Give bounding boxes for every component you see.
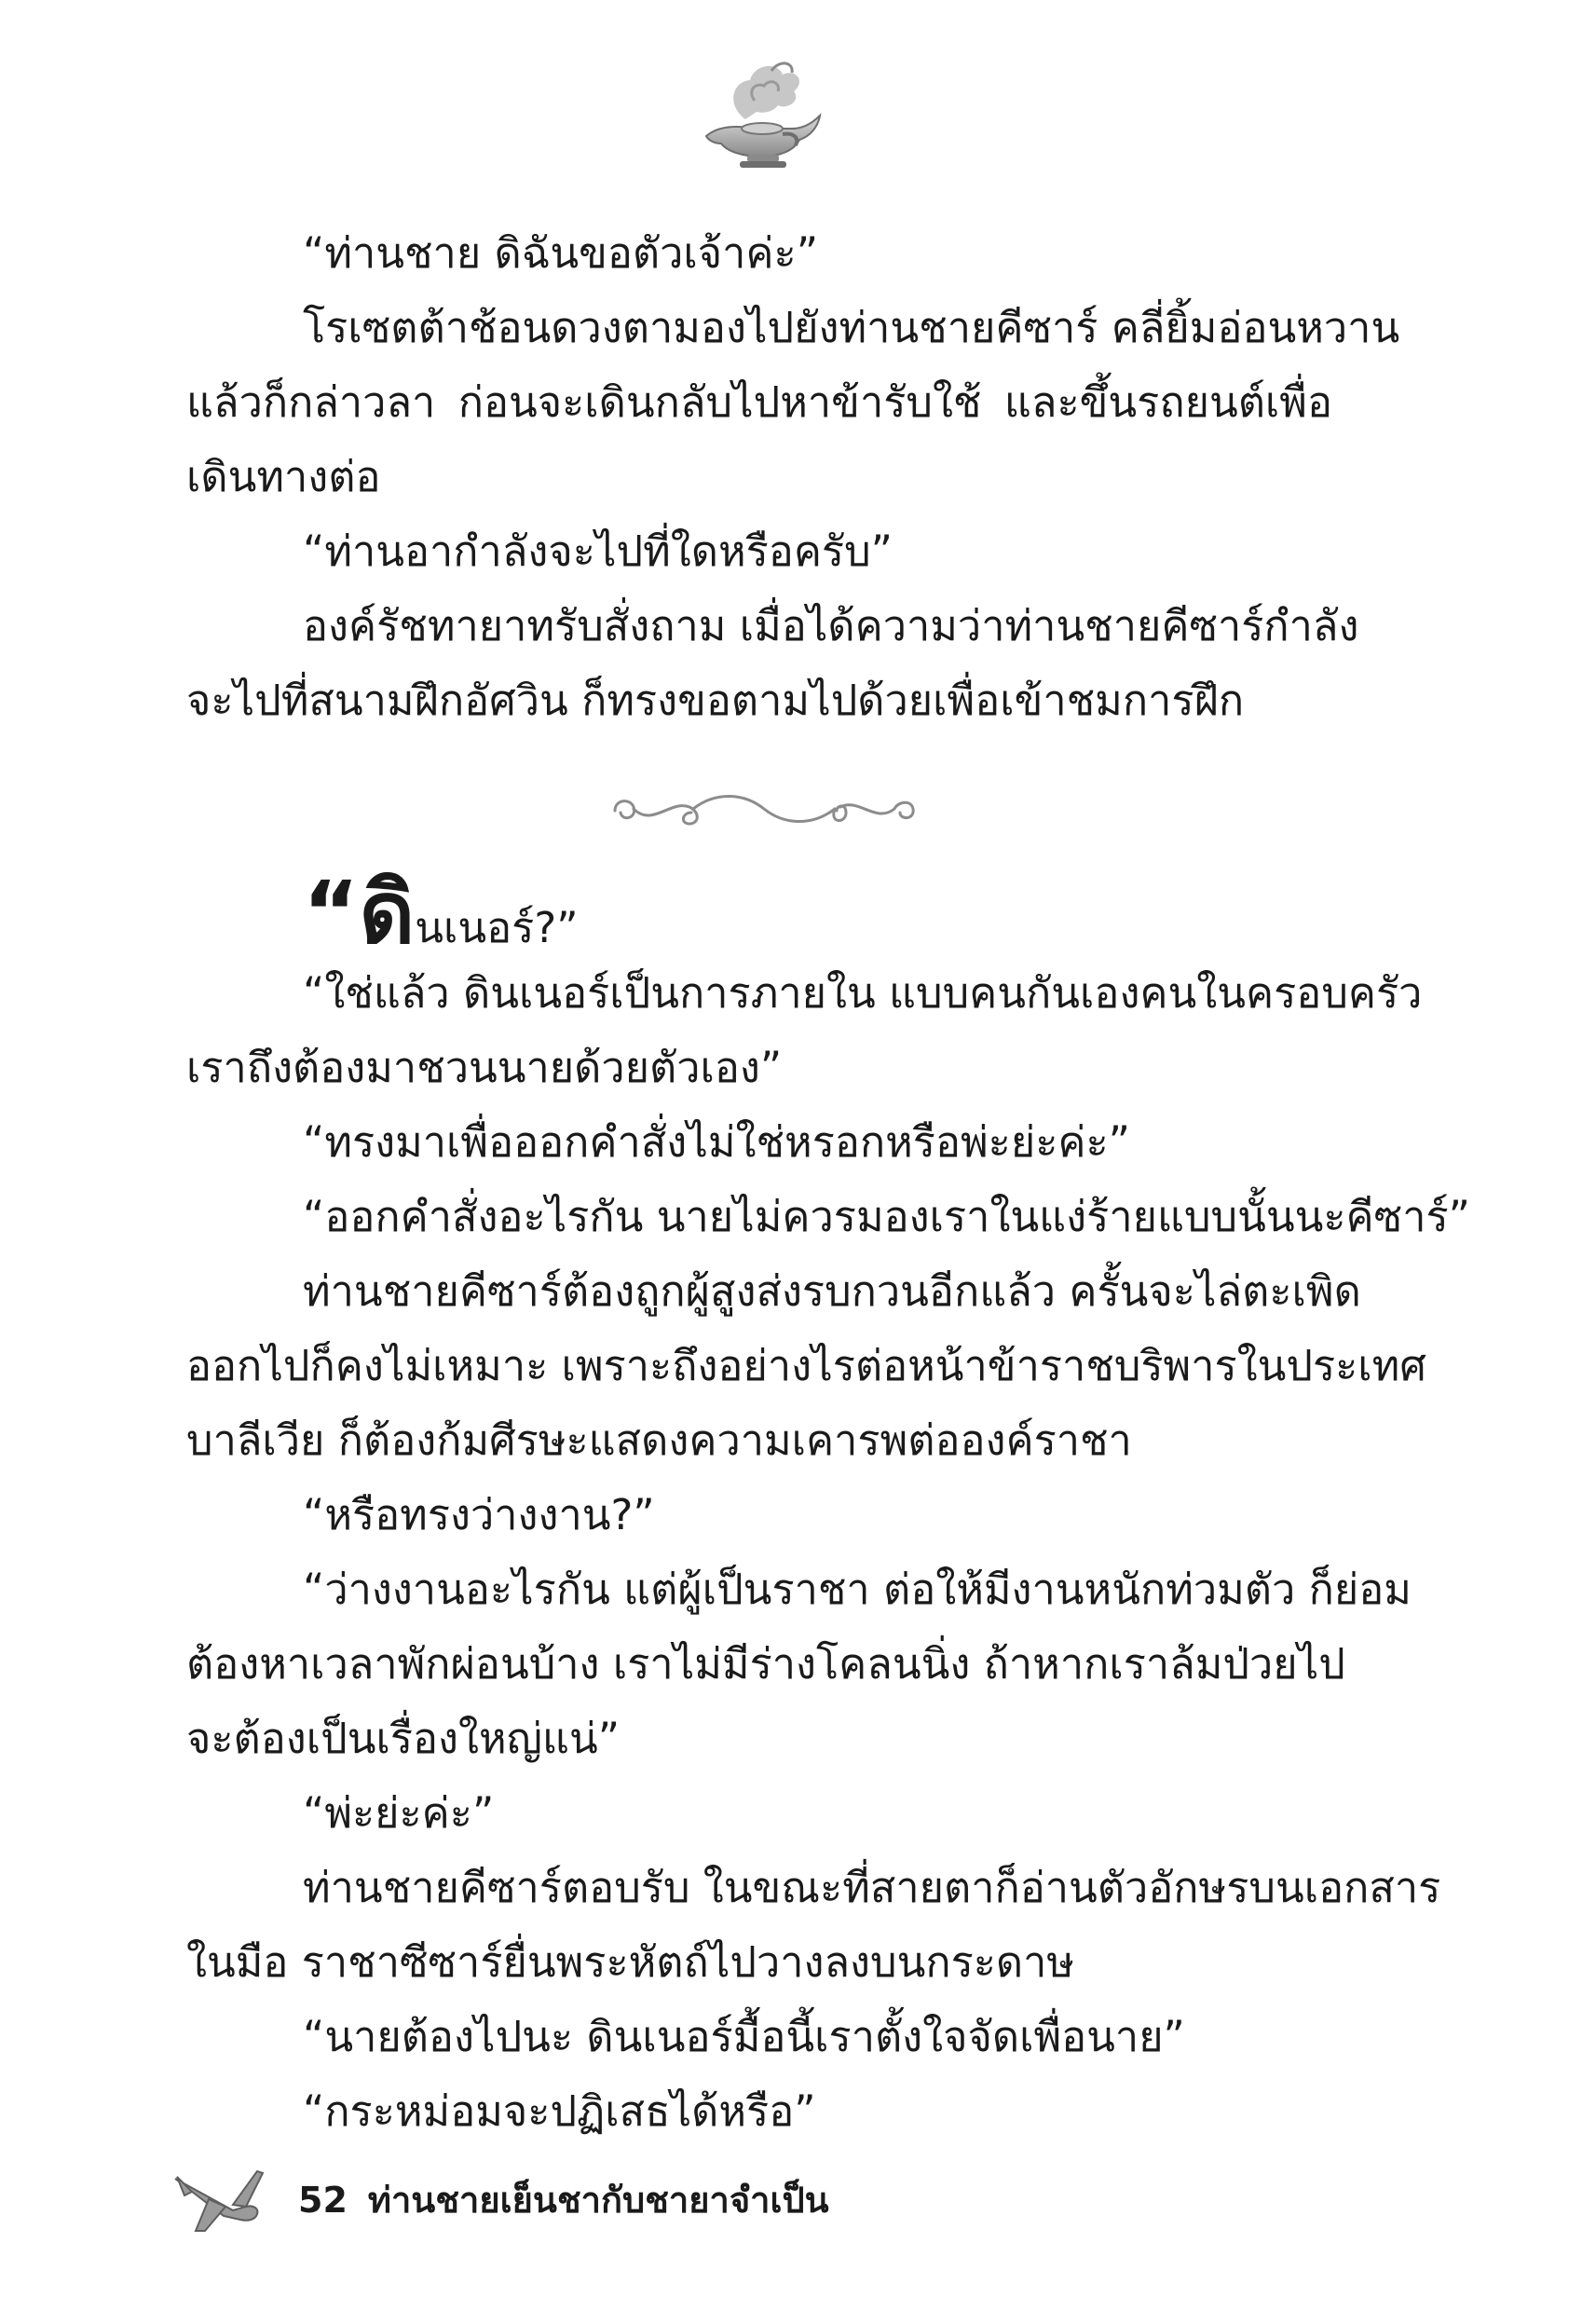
dropcap-rest: นเนอร์?”	[415, 903, 579, 952]
paragraph-line: จะต้องเป็นเรื่องใหญ่แน่”	[186, 1714, 621, 1763]
paragraph-line: เดินทางต่อ	[186, 452, 381, 501]
paragraph-line: ท่านชายคีซาร์ต้องถูกผู้สูงส่งรบกวนอีกแล้ว ครั้นจะไล่ตะเพิด	[303, 1266, 1361, 1316]
genie-lamp-icon	[689, 54, 829, 175]
dropcap-letter: “ดิ	[303, 863, 416, 963]
paragraph-line: แล้วก็กล่าวลา ก่อนจะเดินกลับไปหาข้ารับใช้ และขึ้นรถยนต์เพื่อ	[186, 377, 1332, 427]
dropcap-heading	[303, 863, 579, 963]
flourish-divider-icon	[596, 781, 932, 837]
paragraph-line: “ออกคำสั่งอะไรกัน นายไม่ควรมองเราในแง่ร้ายแบบนั้นนะคีซาร์”	[303, 1192, 1470, 1241]
paragraph-line: “พ่ะย่ะค่ะ”	[303, 1788, 495, 1838]
page-number: 52	[298, 2180, 348, 2221]
paragraph-line: เราถึงต้องมาชวนนายด้วยตัวเอง”	[186, 1043, 783, 1092]
book-title: ท่านชายเย็นชากับชายาจำเป็น	[367, 2180, 829, 2221]
page-footer	[168, 2164, 1099, 2238]
airplane-icon	[168, 2164, 270, 2238]
paragraph-line: “ทรงมาเพื่อออกคำสั่งไม่ใช่หรอกหรือพ่ะย่ะค่ะ”	[303, 1117, 1130, 1167]
paragraph-line: “ว่างงานอะไรกัน แต่ผู้เป็นราชา ต่อให้มีงานหนักท่วมตัว ก็ย่อม	[303, 1565, 1412, 1614]
paragraph-line: “ใช่แล้ว ดินเนอร์เป็นการภายใน แบบคนกันเองคนในครอบครัว	[303, 968, 1423, 1018]
paragraph-line: จะไปที่สนามฝึกอัศวิน ก็ทรงขอตามไปด้วยเพื่อเข้าชมการฝึก	[186, 676, 1245, 725]
paragraph-line: “ท่านอากำลังจะไปที่ใดหรือครับ”	[303, 526, 893, 576]
paragraph-line: “กระหม่อมจะปฏิเสธได้หรือ”	[303, 2086, 816, 2136]
paragraph-line: บาลีเวีย ก็ต้องก้มศีรษะแสดงความเคารพต่อองค์ราชา	[186, 1415, 1132, 1465]
paragraph-line: “หรือทรงว่างงาน?”	[303, 1490, 655, 1539]
paragraph-line: โรเซตต้าช้อนดวงตามองไปยังท่านชายคีซาร์ คลี่ยิ้มอ่อนหวาน	[303, 303, 1400, 352]
paragraph-line: ออกไปก็คงไม่เหมาะ เพราะถึงอย่างไรต่อหน้าข้าราชบริพารในประเทศ	[186, 1341, 1426, 1390]
paragraph-line: ท่านชายคีซาร์ตอบรับ ในขณะที่สายตาก็อ่านตัวอักษรบนเอกสาร	[303, 1863, 1441, 1912]
paragraph-line: องค์รัชทายาทรับสั่งถาม เมื่อได้ความว่าท่านชายคีซาร์กำลัง	[303, 601, 1359, 650]
paragraph-line: ในมือ ราชาซีซาร์ยื่นพระหัตถ์ไปวางลงบนกระดาษ	[186, 1937, 1075, 1987]
paragraph-line: “นายต้องไปนะ ดินเนอร์มื้อนี้เราตั้งใจจัดเพื่อนาย”	[303, 2012, 1185, 2061]
paragraph-line: ต้องหาเวลาพักผ่อนบ้าง เราไม่มีร่างโคลนนิ่ง ถ้าหากเราล้มป่วยไป	[186, 1639, 1345, 1689]
paragraph-line: “ท่านชาย ดิฉันขอตัวเจ้าค่ะ”	[303, 228, 819, 278]
footer-text	[298, 2177, 829, 2223]
